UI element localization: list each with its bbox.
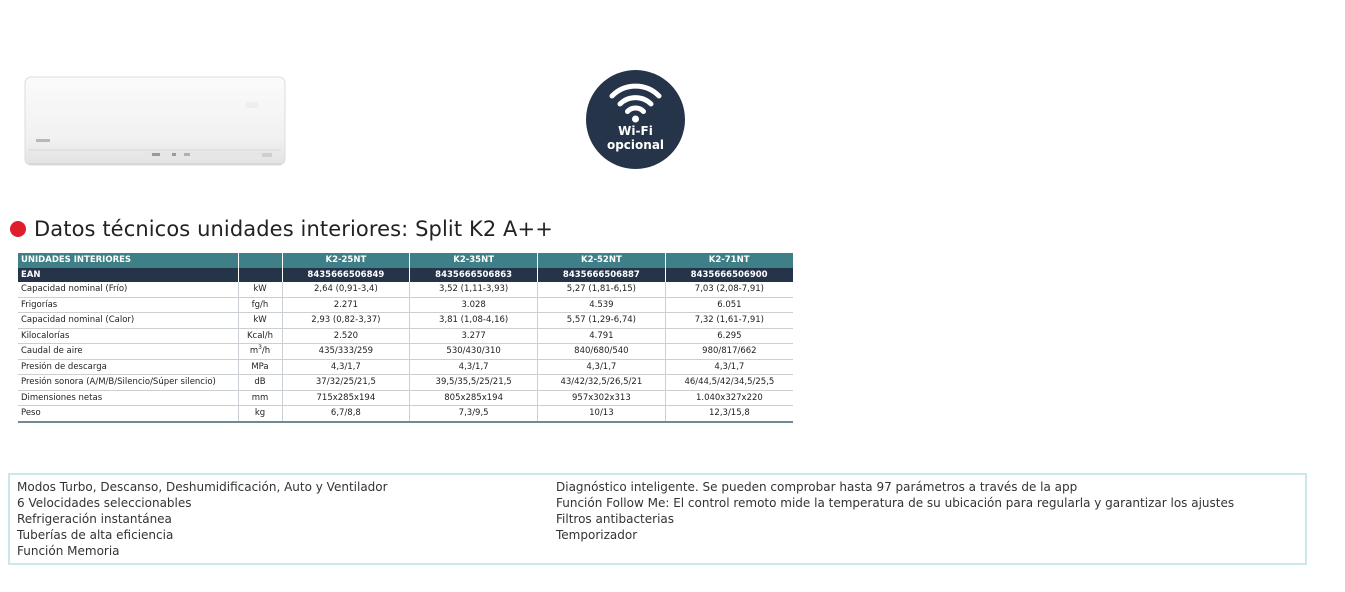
ean-row [18, 268, 793, 283]
feature-item: Temporizador [556, 528, 638, 542]
row-value: 435/333/259 [282, 344, 410, 360]
table-row [18, 282, 793, 297]
model-header: K2-35NT [410, 253, 538, 268]
row-unit [238, 344, 282, 360]
row-value: 7,03 (2,08-7,91) [665, 282, 793, 297]
row-label: Caudal de aire [18, 344, 238, 360]
row-value: 7,32 (1,61-7,91) [665, 313, 793, 329]
model-header: K2-71NT [665, 253, 793, 268]
row-unit: kW [238, 313, 282, 329]
table-header-label: UNIDADES INTERIORES [18, 253, 238, 268]
row-value: 3,52 (1,11-3,93) [410, 282, 538, 297]
features-list-right [556, 479, 1234, 543]
row-value: 7,3/9,5 [410, 406, 538, 422]
row-value: 4,3/1,7 [665, 359, 793, 375]
row-value: 2.520 [282, 328, 410, 344]
row-value: 6.051 [665, 297, 793, 313]
table-row [18, 328, 793, 344]
unit-superscript: 3 [258, 344, 262, 352]
row-value: 37/32/25/21,5 [282, 375, 410, 391]
feature-item: Diagnóstico inteligente. Se pueden comprobar hasta 97 parámetros a través de la app [556, 480, 1078, 494]
row-value: 957x302x313 [538, 390, 666, 406]
row-value: 2,93 (0,82-3,37) [282, 313, 410, 329]
row-value: 12,3/15,8 [665, 406, 793, 422]
row-value: 4.791 [538, 328, 666, 344]
row-value: 4,3/1,7 [282, 359, 410, 375]
row-value: 840/680/540 [538, 344, 666, 360]
unit-base: m [249, 346, 259, 356]
row-value: 2,64 (0,91-3,4) [282, 282, 410, 297]
feature-item: Función Memoria [17, 544, 120, 558]
row-unit: Kcal/h [238, 328, 282, 344]
row-value: 6.295 [665, 328, 793, 344]
row-value: 805x285x194 [410, 390, 538, 406]
row-label: Peso [18, 406, 238, 422]
table-row [18, 359, 793, 375]
ean-unit [238, 268, 282, 283]
table-row [18, 390, 793, 406]
table-row [18, 406, 793, 422]
row-value: 980/817/662 [665, 344, 793, 360]
ean-code: 8435666506863 [410, 268, 538, 283]
row-value: 5,27 (1,81-6,15) [538, 282, 666, 297]
wifi-badge-line2: opcional [606, 138, 665, 152]
row-value: 43/42/32,5/26,5/21 [538, 375, 666, 391]
row-unit: dB [238, 375, 282, 391]
feature-item: Función Follow Me: El control remoto mide la temperatura de su ubicación para regularla y garantizar los ajustes [556, 496, 1235, 510]
row-unit: mm [238, 390, 282, 406]
row-label: Presión sonora (A/M/B/Silencio/Súper silencio) [18, 375, 238, 391]
table-header-row [18, 253, 793, 268]
row-value: 6,7/8,8 [282, 406, 410, 422]
feature-item: Tuberías de alta eficiencia [17, 528, 174, 542]
row-value: 39,5/35,5/25/21,5 [410, 375, 538, 391]
feature-item: Refrigeración instantánea [17, 512, 172, 526]
row-unit: kW [238, 282, 282, 297]
row-label: Capacidad nominal (Frío) [18, 282, 238, 297]
wifi-optional-badge [586, 70, 685, 169]
row-value: 5,57 (1,29-6,74) [538, 313, 666, 329]
table-row [18, 375, 793, 391]
air-conditioner-icon [24, 76, 286, 168]
row-value: 3.277 [410, 328, 538, 344]
table-row [18, 297, 793, 313]
wifi-badge-line1: Wi-Fi [618, 124, 653, 138]
row-value: 4,3/1,7 [410, 359, 538, 375]
row-value: 4.539 [538, 297, 666, 313]
row-unit: fg/h [238, 297, 282, 313]
section-title: Datos técnicos unidades interiores: Split K2 A++ [34, 217, 553, 241]
feature-item: Filtros antibacterias [556, 512, 675, 526]
bullet-icon [10, 221, 26, 237]
wifi-icon [608, 80, 663, 124]
row-value: 530/430/310 [410, 344, 538, 360]
row-value: 3.028 [410, 297, 538, 313]
table-row [18, 313, 793, 329]
row-value: 2.271 [282, 297, 410, 313]
row-unit: MPa [238, 359, 282, 375]
ean-label: EAN [18, 268, 238, 283]
features-box [8, 473, 1307, 565]
row-value: 1.040x327x220 [665, 390, 793, 406]
model-header: K2-52NT [538, 253, 666, 268]
row-label: Kilocalorías [18, 328, 238, 344]
feature-item: 6 Velocidades seleccionables [17, 496, 192, 510]
table-header-unit [238, 253, 282, 268]
wifi-badge-text [586, 124, 685, 152]
ean-code: 8435666506849 [282, 268, 410, 283]
feature-item: Modos Turbo, Descanso, Deshumidificación, Auto y Ventilador [17, 480, 388, 494]
ean-code: 8435666506900 [665, 268, 793, 283]
row-value: 4,3/1,7 [538, 359, 666, 375]
unit-rest: /h [261, 346, 271, 356]
row-label: Frigorías [18, 297, 238, 313]
row-label: Presión de descarga [18, 359, 238, 375]
ean-code: 8435666506887 [538, 268, 666, 283]
features-list-left [17, 479, 388, 559]
model-header: K2-25NT [282, 253, 410, 268]
row-value: 10/13 [538, 406, 666, 422]
row-unit: kg [238, 406, 282, 422]
row-label: Capacidad nominal (Calor) [18, 313, 238, 329]
spec-table [18, 253, 794, 423]
row-value: 46/44,5/42/34,5/25,5 [665, 375, 793, 391]
section-heading [10, 214, 553, 244]
row-label: Dimensiones netas [18, 390, 238, 406]
row-value: 715x285x194 [282, 390, 410, 406]
table-row [18, 344, 793, 360]
row-value: 3,81 (1,08-4,16) [410, 313, 538, 329]
